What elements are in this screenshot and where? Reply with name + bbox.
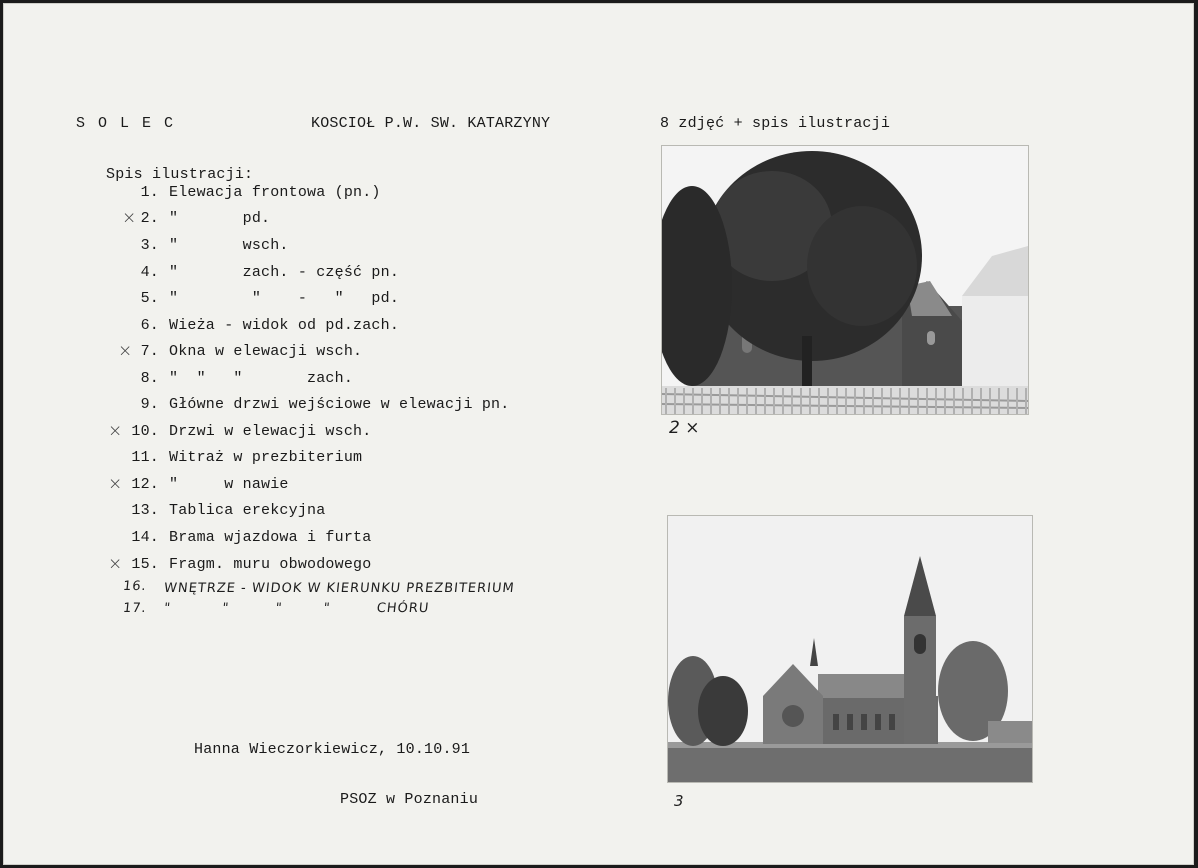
handwritten-item-number: 17. [122, 601, 148, 616]
list-title: Spis ilustracji: [106, 166, 254, 183]
handwritten-item-number: 16. [122, 579, 148, 594]
church-window [861, 714, 867, 730]
photo-caption: 3 [674, 792, 684, 810]
church-window [889, 714, 895, 730]
check-mark-icon: × [122, 208, 137, 228]
church-window [833, 714, 839, 730]
handwritten-item-text: " " " " CHÓRU [163, 601, 431, 616]
check-mark-icon: × [108, 421, 123, 441]
photo-church-with-tower [667, 515, 1033, 783]
handwritten-item-text: WNĘTRZE - WIDOK W KIERUNKU PREZBITERIUM [163, 581, 516, 596]
document-sheet: S O L E C KOSCIOŁ P.W. SW. KATARZYNY 8 zdjęć + spis ilustracji Spis ilustracji: 1. Elewacja frontowa (pn.) × 2. " pd. 3. " wsch. 4. " zach. - część pn. 5. " " - " pd. 6. Wieża - widok od pd.zach. × 7. Okna w elewacji wsch. 8. " " " zach. 9. Główne drzwi wejściowe w elewacji pn. × 10. Drzwi w elewacji wsch. 11. Witraż w prezbiterium × 12. " w nawie 13. Tablica erekcyjna 14. Brama wjazdowa i furta × 15. Fragm. muru obwodowego 16. WNĘTRZE - WIDOK W KIERUNKU PREZBITERIUM 17. " " " " CHÓRU Hanna Wieczorkiewicz, 10.10.91 PSOZ w Poznaniu 2 × 3 [3, 3, 1194, 865]
photo-caption: 2 × [669, 418, 700, 438]
author-signature: Hanna Wieczorkiewicz, 10.10.91 [194, 741, 471, 758]
check-mark-icon: × [118, 341, 133, 361]
church-window [875, 714, 881, 730]
place-name: S O L E C [76, 115, 176, 132]
institution-name: PSOZ w Poznaniu [340, 791, 479, 808]
check-mark-icon: × [108, 474, 123, 494]
check-mark-icon: × [108, 554, 123, 574]
photo-count: 8 zdjęć + spis ilustracji [660, 115, 891, 132]
church-title: KOSCIOŁ P.W. SW. KATARZYNY [311, 115, 551, 132]
photo-church-behind-tree [661, 145, 1029, 415]
church-window [847, 714, 853, 730]
